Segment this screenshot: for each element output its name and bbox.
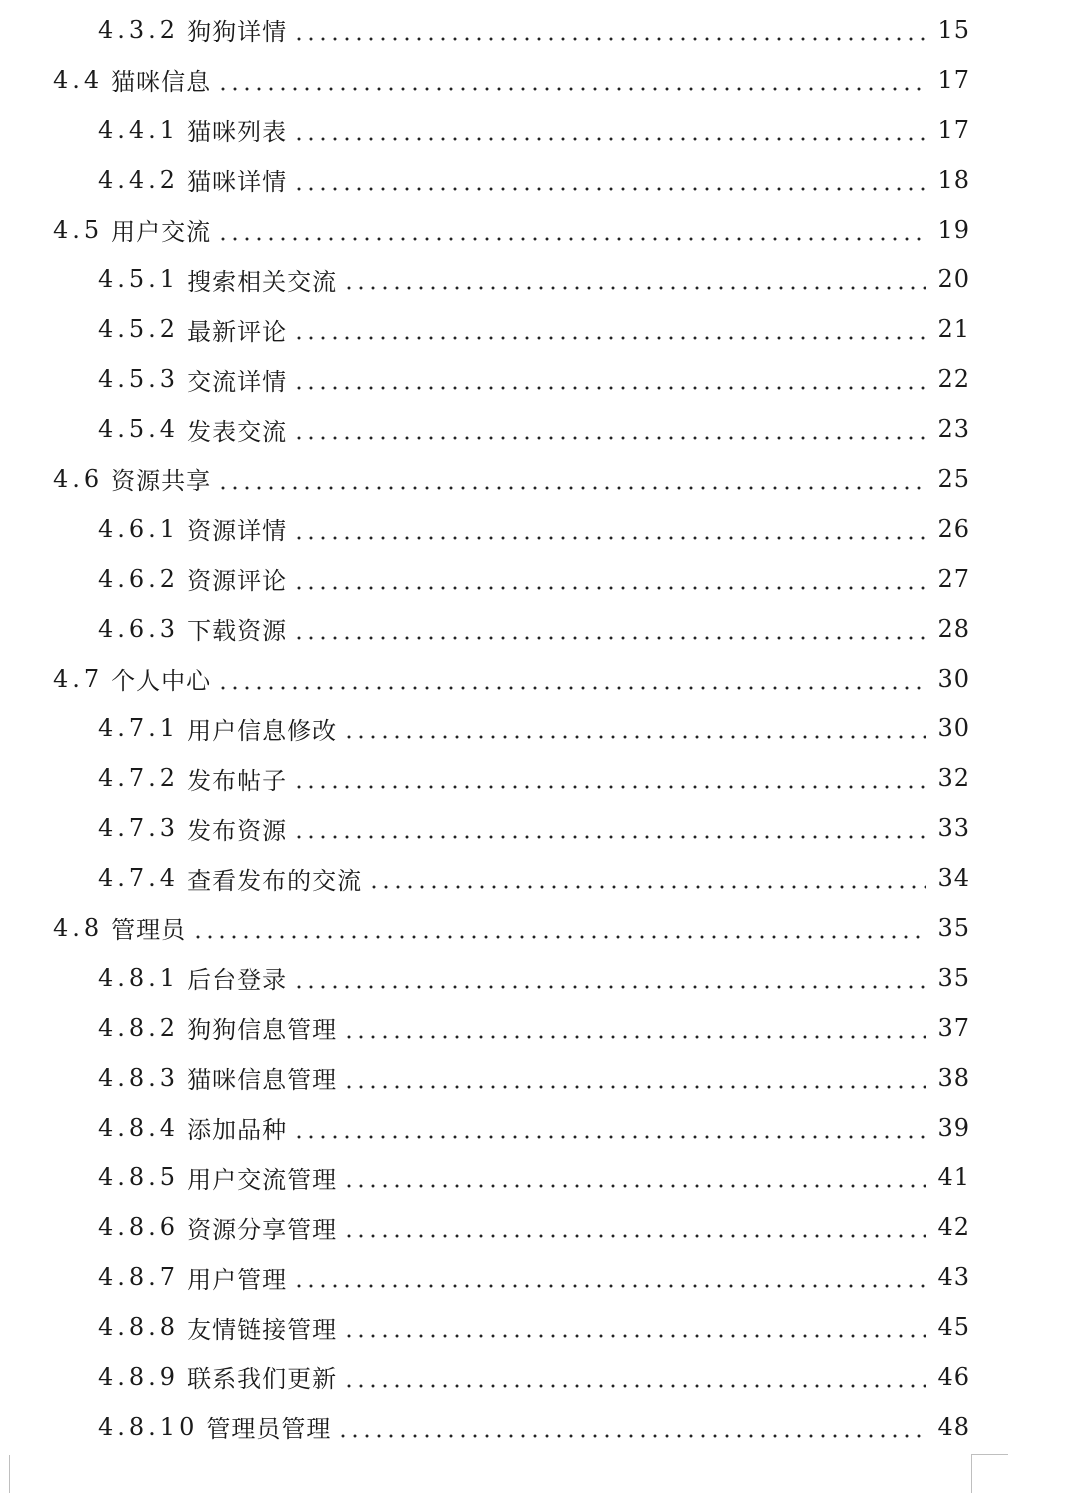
toc-entry[interactable] [0, 1302, 1079, 1352]
toc-dot-leader [343, 716, 926, 740]
toc-entry[interactable] [0, 404, 1079, 454]
toc-entry-page-number: 42 [937, 1213, 970, 1242]
toc-entry-number: 4.7.4 [98, 864, 180, 893]
toc-entry-number: 4.5.2 [98, 315, 180, 344]
toc-entry-page-number: 45 [937, 1313, 970, 1342]
toc-entry-number: 4.6.2 [98, 564, 180, 593]
toc-entry-title: 用户管理 [187, 1265, 288, 1294]
toc-entry[interactable] [0, 304, 1079, 354]
toc-entry-page-number: 15 [937, 15, 970, 44]
toc-entry-title: 友情链接管理 [187, 1315, 338, 1344]
toc-entry[interactable] [0, 454, 1079, 504]
toc-entry-number: 4.6.3 [98, 614, 180, 643]
toc-dot-leader [293, 1265, 926, 1289]
toc-dot-leader [217, 667, 926, 691]
toc-dot-leader [293, 18, 926, 42]
toc-entry-page-number: 21 [937, 315, 970, 344]
toc-entry-number: 4.3.2 [98, 15, 180, 44]
toc-entry-number: 4.8.4 [98, 1113, 180, 1142]
toc-dot-leader [343, 1165, 926, 1189]
toc-dot-leader [293, 417, 926, 441]
toc-entry-title: 狗狗详情 [187, 18, 288, 47]
toc-entry[interactable] [0, 205, 1079, 255]
toc-dot-leader [343, 1315, 926, 1339]
toc-entry-page-number: 34 [937, 864, 970, 893]
toc-entry-title: 猫咪详情 [187, 168, 288, 197]
toc-entry-number: 4.8.6 [98, 1213, 180, 1242]
toc-entry-number: 4.8.5 [98, 1163, 180, 1192]
toc-dot-leader [293, 118, 926, 142]
toc-entry-title: 发布资源 [187, 816, 288, 845]
toc-entry-page-number: 41 [937, 1163, 970, 1192]
toc-entry[interactable] [0, 604, 1079, 654]
toc-dot-leader [293, 317, 926, 341]
toc-dot-leader [343, 1365, 926, 1389]
toc-entry-number: 4.8.9 [98, 1362, 180, 1391]
toc-entry-title: 最新评论 [187, 317, 288, 346]
toc-entry-title: 猫咪列表 [187, 118, 288, 147]
page-corner-mark-right [971, 1454, 1008, 1493]
toc-entry-title: 用户信息修改 [187, 716, 338, 745]
toc-entry-number: 4.5.3 [98, 365, 180, 394]
toc-dot-leader [293, 816, 926, 840]
toc-entry-page-number: 23 [937, 415, 970, 444]
toc-entry-number: 4.5 [53, 215, 104, 244]
toc-entry-title: 下载资源 [187, 617, 288, 646]
toc-entry[interactable] [0, 1152, 1079, 1202]
toc-entry[interactable] [0, 254, 1079, 304]
toc-dot-leader [337, 1415, 926, 1439]
toc-entry[interactable] [0, 654, 1079, 704]
toc-entry-number: 4.7.1 [98, 714, 180, 743]
toc-entry-title: 管理员管理 [206, 1415, 332, 1444]
toc-entry[interactable] [0, 1352, 1079, 1402]
toc-entry-page-number: 38 [937, 1063, 970, 1092]
toc-dot-leader [293, 567, 926, 591]
toc-entry-page-number: 33 [937, 814, 970, 843]
toc-dot-leader [293, 517, 926, 541]
toc-entry[interactable] [0, 1202, 1079, 1252]
toc-entry[interactable] [0, 1252, 1079, 1302]
toc-entry-number: 4.8.10 [98, 1412, 199, 1441]
toc-dot-leader [217, 68, 926, 92]
toc-entry[interactable] [0, 803, 1079, 853]
toc-dot-leader [293, 168, 926, 192]
toc-dot-leader [343, 1066, 926, 1090]
toc-dot-leader [343, 1016, 926, 1040]
toc-entry-title: 资源分享管理 [187, 1215, 338, 1244]
toc-entry-number: 4.8.8 [98, 1313, 180, 1342]
toc-dot-leader [293, 966, 926, 990]
toc-entry-page-number: 27 [937, 564, 970, 593]
toc-entry-page-number: 46 [937, 1362, 970, 1391]
toc-entry-title: 发布帖子 [187, 766, 288, 795]
toc-entry-title: 个人中心 [111, 667, 212, 696]
toc-entry[interactable] [0, 1003, 1079, 1053]
toc-entry[interactable] [0, 5, 1079, 55]
toc-entry[interactable] [0, 1103, 1079, 1153]
toc-entry-page-number: 18 [937, 165, 970, 194]
toc-entry-page-number: 17 [937, 115, 970, 144]
toc-entry-page-number: 48 [937, 1412, 970, 1441]
toc-entry-number: 4.8.3 [98, 1063, 180, 1092]
toc-entry-number: 4.8 [53, 913, 104, 942]
toc-entry-page-number: 22 [937, 365, 970, 394]
toc-entry-number: 4.5.4 [98, 415, 180, 444]
toc-entry-number: 4.8.2 [98, 1013, 180, 1042]
toc-entry-title: 管理员 [111, 916, 187, 945]
toc-entry-title: 猫咪信息 [111, 68, 212, 97]
toc-entry-title: 狗狗信息管理 [187, 1016, 338, 1045]
toc-entry-title: 搜索相关交流 [187, 267, 338, 296]
toc-entry-page-number: 35 [937, 963, 970, 992]
toc-entry[interactable] [0, 554, 1079, 604]
toc-entry-number: 4.4.1 [98, 115, 180, 144]
toc-entry-page-number: 43 [937, 1263, 970, 1292]
toc-entry-title: 交流详情 [187, 367, 288, 396]
toc-entry[interactable] [0, 1402, 1079, 1452]
toc-dot-leader [343, 267, 926, 291]
toc-dot-leader [293, 617, 926, 641]
toc-entry[interactable] [0, 853, 1079, 903]
toc-entry-title: 资源评论 [187, 567, 288, 596]
toc-entry[interactable] [0, 155, 1079, 205]
toc-entry-title: 用户交流 [111, 218, 212, 246]
toc-entry-page-number: 30 [937, 714, 970, 743]
toc-dot-leader [293, 1116, 926, 1140]
toc-entry-number: 4.7.3 [98, 814, 180, 843]
toc-entry-title: 联系我们更新 [187, 1365, 338, 1394]
toc-entry-page-number: 20 [937, 265, 970, 294]
toc-entry-page-number: 37 [937, 1013, 970, 1042]
toc-entry[interactable] [0, 55, 1079, 105]
toc-entry-page-number: 19 [937, 215, 970, 244]
toc-entry[interactable] [0, 953, 1079, 1003]
toc-entry-title: 猫咪信息管理 [187, 1066, 338, 1095]
toc-dot-leader [217, 467, 926, 491]
toc-entry-number: 4.6.1 [98, 514, 180, 543]
toc-entry-title: 资源详情 [187, 517, 288, 546]
toc-entry-page-number: 39 [937, 1113, 970, 1142]
table-of-contents [0, 5, 1079, 1452]
toc-entry-number: 4.4 [53, 65, 104, 94]
toc-entry-title: 用户交流管理 [187, 1165, 338, 1194]
toc-entry-title: 后台登录 [187, 966, 288, 995]
toc-entry-title: 发表交流 [187, 417, 288, 446]
toc-entry-number: 4.7.2 [98, 764, 180, 793]
toc-entry-number: 4.7 [53, 664, 104, 693]
toc-entry[interactable] [0, 1053, 1079, 1103]
toc-dot-leader [343, 1215, 926, 1239]
toc-dot-leader [293, 766, 926, 790]
toc-entry-title: 添加品种 [187, 1116, 288, 1145]
toc-entry-number: 4.8.1 [98, 963, 180, 992]
toc-entry-number: 4.5.1 [98, 265, 180, 294]
toc-dot-leader [217, 218, 926, 242]
toc-entry-page-number: 17 [937, 65, 970, 94]
toc-entry-number: 4.8.7 [98, 1263, 180, 1292]
toc-entry-page-number: 26 [937, 514, 970, 543]
toc-entry[interactable] [0, 753, 1079, 803]
toc-entry-page-number: 25 [937, 464, 970, 493]
toc-entry[interactable] [0, 703, 1079, 753]
toc-entry[interactable] [0, 903, 1079, 953]
toc-entry-title: 资源共享 [111, 467, 212, 496]
toc-entry[interactable] [0, 354, 1079, 404]
toc-entry-number: 4.6 [53, 464, 104, 493]
toc-entry-page-number: 28 [937, 614, 970, 643]
toc-entry-title: 查看发布的交流 [187, 866, 363, 895]
toc-entry-page-number: 32 [937, 764, 970, 793]
toc-dot-leader [293, 367, 926, 391]
toc-entry[interactable] [0, 504, 1079, 554]
toc-dot-leader [368, 866, 926, 890]
page-corner-mark-left [0, 1455, 10, 1493]
toc-entry[interactable] [0, 105, 1079, 155]
toc-dot-leader [192, 916, 926, 940]
toc-entry-number: 4.4.2 [98, 165, 180, 194]
toc-entry-page-number: 35 [937, 913, 970, 942]
toc-entry-page-number: 30 [937, 664, 970, 693]
